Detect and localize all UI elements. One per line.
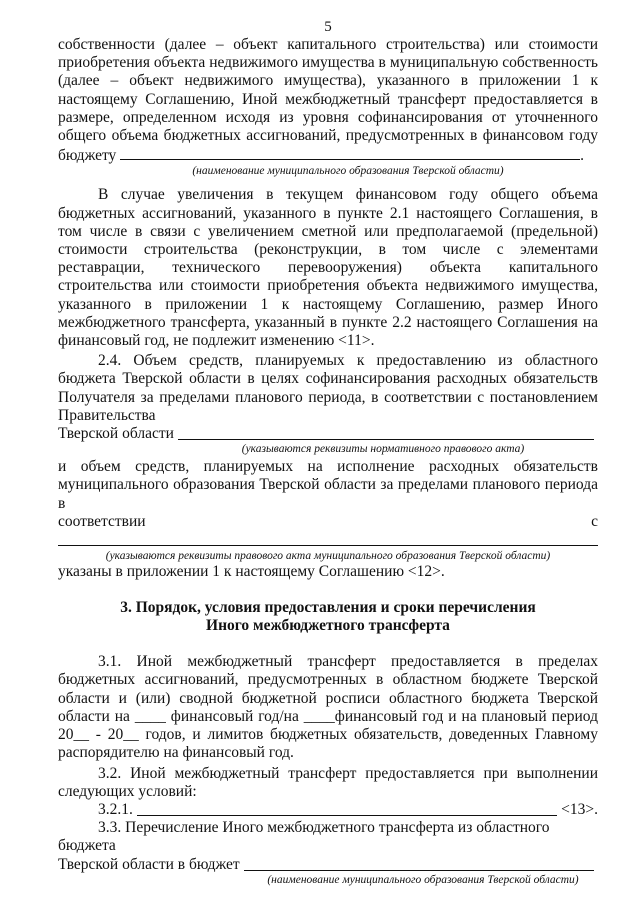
- paragraph-increase: В случае увеличения в текущем финансовом году общего объема бюджетных ассигнований, указанного в пункте 2.1 настоящего Соглашения, в том числе в связи с увеличением сметной или предполагаемой (предельной) стоимости строительства (реконструкции, в том числе с элементами реставрации, технического перевооружения) объекта капитального строительства или стоимости приобретения объекта недвижимого имущества, указанного в приложении 1 к настоящему Соглашению, размер Иного межбюджетного трансферта, указанный в пункте 2.2 настоящего Соглашения на финансовый год, не подлежит изменению <11>.: [58, 186, 598, 350]
- row-budget-blank: [58, 856, 598, 874]
- paragraph-ownership: [58, 36, 598, 165]
- caption-recipient-municipality: (наименование муниципального образования Тверской области): [267, 873, 579, 886]
- municipal-act-blank: [58, 531, 598, 546]
- row-accordance-right: с: [591, 512, 598, 530]
- row-accordance: [58, 513, 598, 531]
- item-3-2-1-label: 3.2.1.: [98, 800, 133, 818]
- row-tver-oblast-label: Тверской области: [58, 425, 174, 443]
- paragraph-ownership-text: собственности (далее – объект капитального строительства) или стоимости приобретения объекта недвижимого имущества в муниципальную собственность (далее – объект недвижимого имущества), указанного в приложении 1 к настоящему Соглашению, Иной межбюджетный трансферт предоставляется в размере, определенном исходя из уровня софинансирования от уточненного общего объема бюджетных ассигнований, предусмотренных в финансовом году бюджету: [58, 36, 598, 165]
- paragraph-3-3: 3.3. Перечисление Иного межбюджетного трансферта из областного бюджета: [58, 819, 550, 855]
- recipient-budget-blank: [244, 856, 594, 871]
- budget-name-blank: [120, 145, 580, 160]
- section-heading-line-1: 3. Порядок, условия предоставления и сроки перечисления: [120, 599, 536, 617]
- caption-municipality-name: (наименование муниципального образования Тверской области): [192, 165, 504, 178]
- paragraph-municipal-funds: и объем средств, планируемых на исполнение расходных обязательств муниципального образования Тверской области за пределами планового периода в: [58, 458, 598, 512]
- condition-blank: [137, 801, 557, 816]
- paragraph-annex-reference: указаны в приложении 1 к настоящему Соглашению <12>.: [58, 563, 445, 581]
- row-budget-label: Тверской области в бюджет: [58, 855, 240, 873]
- document-page: [58, 18, 598, 887]
- page-number: 5: [324, 19, 332, 35]
- item-3-2-1-note: <13>.: [561, 800, 598, 818]
- section-heading-line-2: Иного межбюджетного трансферта: [206, 617, 450, 635]
- paragraph-ownership-end: .: [580, 147, 585, 165]
- paragraph-2-4: 2.4. Объем средств, планируемых к предоставлению из областного бюджета Тверской области в целях софинансирования расходных обязательств Получателя за пределами планового периода, в соответствии с постановлением Правительства: [58, 352, 598, 424]
- paragraph-3-2: 3.2. Иной межбюджетный трансферт предоставляется при выполнении следующих условий:: [58, 764, 598, 800]
- row-tver-oblast-blank: [58, 425, 598, 443]
- row-3-2-1: [58, 801, 598, 819]
- legal-act-blank: [178, 425, 594, 440]
- caption-legal-act: (указываются реквизиты нормативного правового акта): [241, 443, 525, 456]
- caption-municipal-act: (указываются реквизиты правового акта муниципального образования Тверской области): [105, 550, 551, 563]
- row-accordance-left: соответствии: [58, 512, 146, 530]
- paragraph-3-1: 3.1. Иной межбюджетный трансферт предоставляется в пределах бюджетных ассигнований, предусмотренных в областном бюджете Тверской области и (или) сводной бюджетной росписи областного бюджета Тверской области на ____ финансовый год/на ____финансовый год и на плановый период 20__ - 20__ годов, и лимитов бюджетных обязательств, доведенных Главному распорядителю на финансовый год.: [58, 653, 598, 762]
